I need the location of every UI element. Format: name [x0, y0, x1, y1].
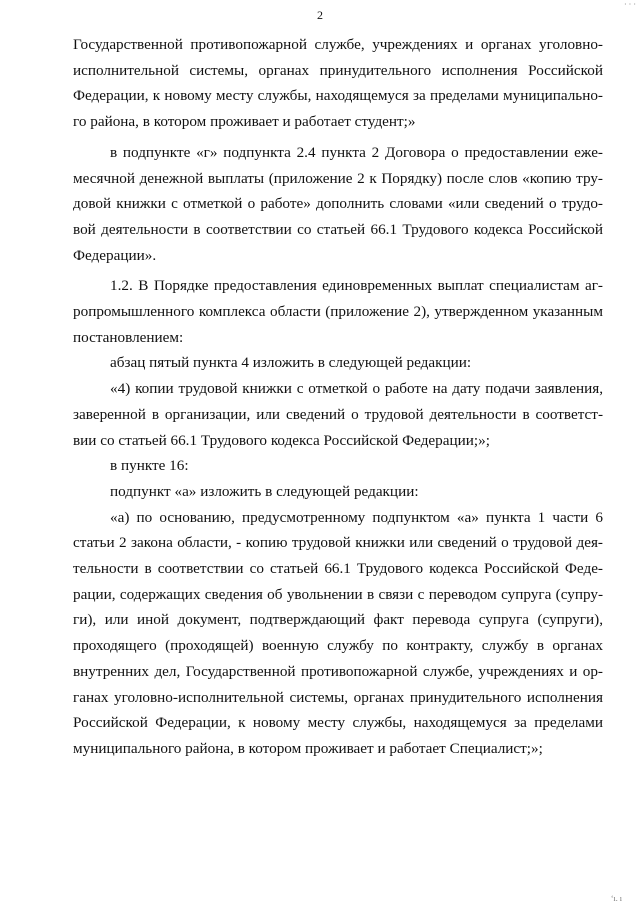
text-line: 1.2. В Порядке предоставления единовременных выплат специалистам аг-	[110, 277, 603, 295]
text-line: тельности в соответствии со статьей 66.1 Трудового кодекса Российской Феде-	[73, 560, 603, 578]
page-number: 2	[317, 8, 323, 22]
corner-scan-mark: · · ·	[624, 0, 636, 9]
text-line: в подпункте «г» подпункта 2.4 пункта 2 Договора о предоставлении еже-	[110, 143, 603, 161]
text-line: ги), или иной документ, подтверждающий факт перевода супруга (супруги),	[73, 611, 603, 629]
text-line: ганах уголовно-исполнительной системы, органах принудительного исполнения	[73, 688, 603, 706]
text-line: «4) копии трудовой книжки с отметкой о работе на дату подачи заявления,	[110, 380, 603, 398]
text-line: подпункт «а» изложить в следующей редакции:	[110, 482, 419, 500]
text-line: рации, содержащих сведения об увольнении в связи с переводом супруга (супру-	[73, 585, 603, 603]
text-line: «а) по основанию, предусмотренному подпунктом «а» пункта 1 части 6	[110, 508, 603, 526]
text-line: ропромышленного комплекса области (приложение 2), утвержденном указанным	[73, 303, 603, 321]
text-line: проходящего (проходящей) военную службу по контракту, службу в органах	[73, 637, 603, 655]
text-line: Федерации».	[73, 246, 157, 264]
text-line: Государственной противопожарной службе, учреждениях и органах уголовно-	[73, 36, 603, 53]
text-line: статьи 2 закона области, - копию трудовой книжки или сведений о трудовой дея-	[73, 534, 603, 552]
text-line: абзац пятый пункта 4 изложить в следующей редакции:	[110, 354, 472, 372]
footer-scan-mark: ʻı. ı	[610, 894, 622, 903]
text-line: месячной денежной выплаты (приложение 2 к Порядку) после слов «копию тру-	[73, 169, 603, 187]
text-line: муниципального района, в котором проживает и работает Специалист;»;	[73, 739, 543, 757]
text-line: го района, в котором проживает и работает студент;»	[73, 113, 416, 131]
document-body	[73, 32, 603, 762]
text-line: в пункте 16:	[110, 457, 189, 475]
text-line: Российской Федерации, к новому месту службы, находящемуся за пределами	[73, 714, 603, 732]
text-line: постановлением:	[73, 328, 184, 346]
text-line: исполнительной системы, органах принудительного исполнения Российской	[73, 61, 603, 79]
text-line: Федерации, к новому месту службы, находящемуся за пределами муниципально-	[73, 87, 603, 105]
text-line: вой деятельности в соответствии со статьей 66.1 Трудового кодекса Российской	[73, 220, 603, 238]
text-line: довой книжки с отметкой о работе» дополнить словами «или сведений о трудо-	[73, 195, 603, 213]
text-line: внутренних дел, Государственной противопожарной службе, учреждениях и ор-	[73, 662, 603, 680]
text-line: заверенной в организации, или сведений о трудовой деятельности в соответст-	[73, 405, 603, 423]
text-line: вии со статьей 66.1 Трудового кодекса Российской Федерации;»;	[73, 431, 490, 449]
